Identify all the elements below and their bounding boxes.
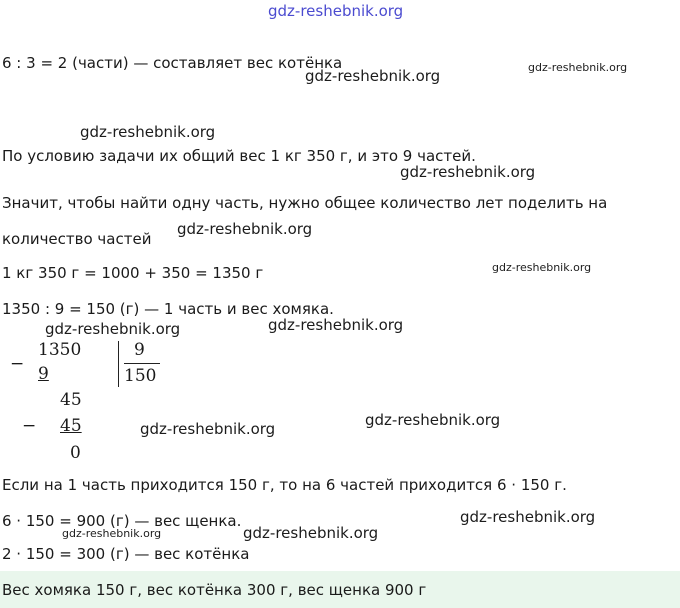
- solution-line-explanation-cont: количество частей: [2, 230, 152, 248]
- minus-sign: −: [22, 416, 37, 436]
- watermark: gdz-reshebnik.org: [243, 524, 379, 542]
- solution-line-cat-parts: 6 : 3 = 2 (части) — составляет вес котёнка: [2, 54, 343, 72]
- watermark: gdz-reshebnik.org: [528, 61, 628, 74]
- minus-sign: −: [10, 354, 25, 374]
- solution-line-explanation: Значит, чтобы найти одну часть, нужно общее количество лет поделить на: [2, 194, 608, 212]
- watermark: gdz-reshebnik.org: [492, 261, 592, 274]
- dividend: 1350: [38, 340, 82, 360]
- watermark: gdz-reshebnik.org: [177, 220, 313, 238]
- watermark: gdz-reshebnik.org: [80, 123, 216, 141]
- watermark: gdz-reshebnik.org: [140, 420, 276, 438]
- watermark: gdz-reshebnik.org: [268, 2, 404, 20]
- solution-line-total-weight: По условию задачи их общий вес 1 кг 350 г, и это 9 частей.: [2, 147, 476, 165]
- watermark: gdz-reshebnik.org: [268, 316, 404, 334]
- watermark: gdz-reshebnik.org: [62, 527, 162, 540]
- quotient-line: [124, 363, 160, 364]
- quotient: 150: [124, 366, 157, 386]
- solution-line-kitten: 2 · 150 = 300 (г) — вес котёнка: [2, 545, 250, 563]
- solution-line-six-parts: Если на 1 часть приходится 150 г, то на 6 частей приходится 6 · 150 г.: [2, 476, 567, 494]
- watermark: gdz-reshebnik.org: [305, 67, 441, 85]
- divisor: 9: [134, 340, 145, 360]
- watermark: gdz-reshebnik.org: [365, 411, 501, 429]
- watermark: gdz-reshebnik.org: [460, 508, 596, 526]
- final-remainder: 0: [70, 443, 81, 463]
- solution-line-conversion: 1 кг 350 г = 1000 + 350 = 1350 г: [2, 264, 264, 282]
- division-bracket: [118, 341, 119, 387]
- answer-box: [0, 571, 680, 608]
- solution-line-hamster: 1350 : 9 = 150 (г) — 1 часть и вес хомяка.: [2, 300, 334, 318]
- watermark: gdz-reshebnik.org: [400, 163, 536, 181]
- solution-line-puppy: 6 · 150 = 900 (г) — вес щенка.: [2, 512, 242, 530]
- subtrahend-2: 45: [60, 416, 82, 436]
- watermark: gdz-reshebnik.org: [45, 320, 181, 338]
- remainder-1: 45: [60, 390, 82, 410]
- answer-text: Вес хомяка 150 г, вес котёнка 300 г, вес щенка 900 г: [2, 581, 427, 599]
- subtrahend-1: 9: [38, 364, 49, 384]
